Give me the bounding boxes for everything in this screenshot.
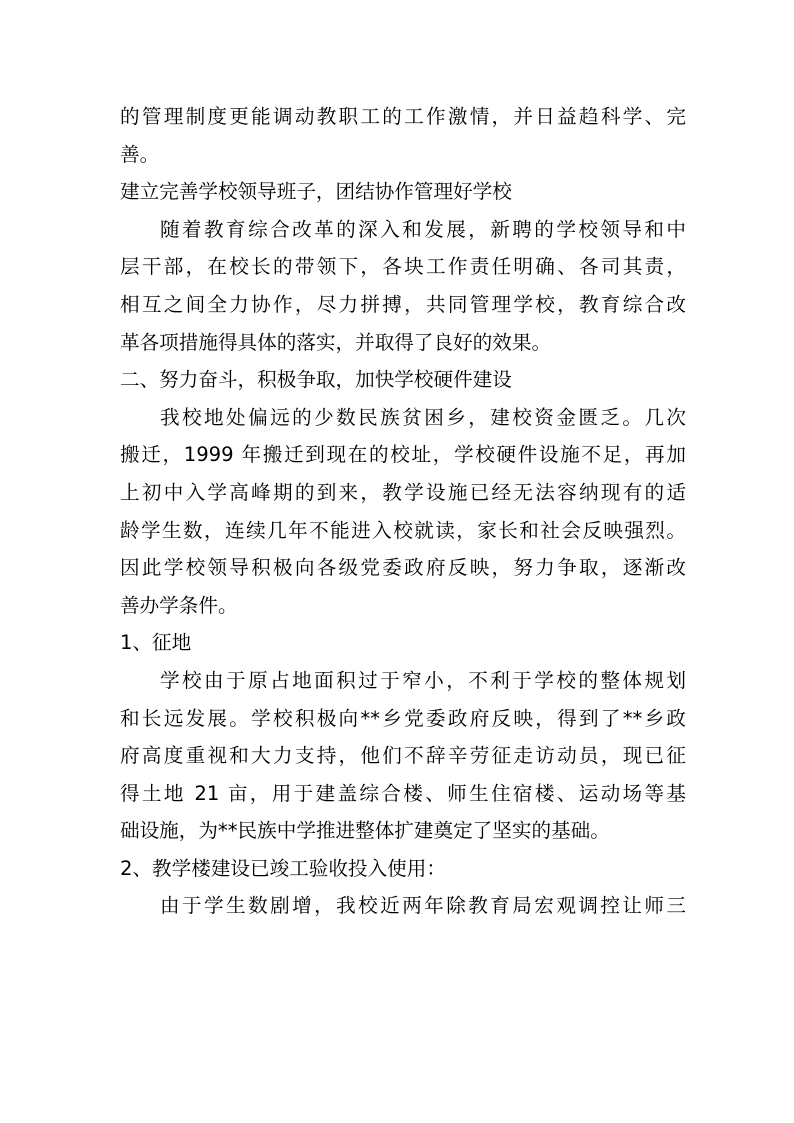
- text-line: 学校由于原占地面积过于窄小，不利于学校的整体规划: [160, 668, 686, 692]
- text-line: 的管理制度更能调动教职工的工作激情，并日益趋科学、完: [120, 105, 686, 128]
- text-line: 二、努力奋斗，积极争取，加快学校硬件建设: [120, 368, 512, 392]
- text-line: 搬迁，1999 年搬迁到现在的校址，学校硬件设施不足，再加: [120, 443, 686, 467]
- text-line: 革各项措施得具体的落实，并取得了良好的效果。: [120, 330, 552, 354]
- text-line: 随着教育综合改革的深入和发展，新聘的学校领导和中: [160, 217, 686, 241]
- text-line: 善办学条件。: [120, 593, 238, 617]
- text-line: 因此学校领导积极向各级党委政府反映，努力争取，逐渐改: [120, 556, 686, 580]
- text-line: 和长远发展。学校积极向**乡党委政府反映，得到了**乡政: [120, 706, 686, 730]
- text-line: 龄学生数，连续几年不能进入校就读，家长和社会反映强烈。: [120, 518, 686, 542]
- text-line: 上初中入学高峰期的到来，教学设施已经无法容纳现有的适: [120, 480, 686, 504]
- text-line: 础设施，为**民族中学推进整体扩建奠定了坚实的基础。: [120, 819, 610, 843]
- text-line: 1、征地: [120, 631, 192, 655]
- text-line: 府高度重视和大力支持，他们不辞辛劳征走访动员，现已征: [120, 744, 686, 768]
- body-text: [120, 98, 686, 925]
- text-line: 相互之间全力协作，尽力拼搏，共同管理学校，教育综合改: [120, 292, 686, 316]
- text-line: 建立完善学校领导班子，团结协作管理好学校: [120, 180, 512, 204]
- text-line: 善。: [120, 142, 160, 166]
- text-line: 层干部，在校长的带领下，各块工作责任明确、各司其责，: [120, 255, 686, 279]
- text-line: 2、教学楼建设已竣工验收投入使用：: [120, 856, 446, 880]
- text-line: 由于学生数剧增，我校近两年除教育局宏观调控让师三: [160, 894, 686, 918]
- text-line: 我校地处偏远的少数民族贫困乡，建校资金匮乏。几次: [160, 405, 686, 429]
- text-line: 得土地 21 亩，用于建盖综合楼、师生住宿楼、运动场等基: [120, 781, 686, 805]
